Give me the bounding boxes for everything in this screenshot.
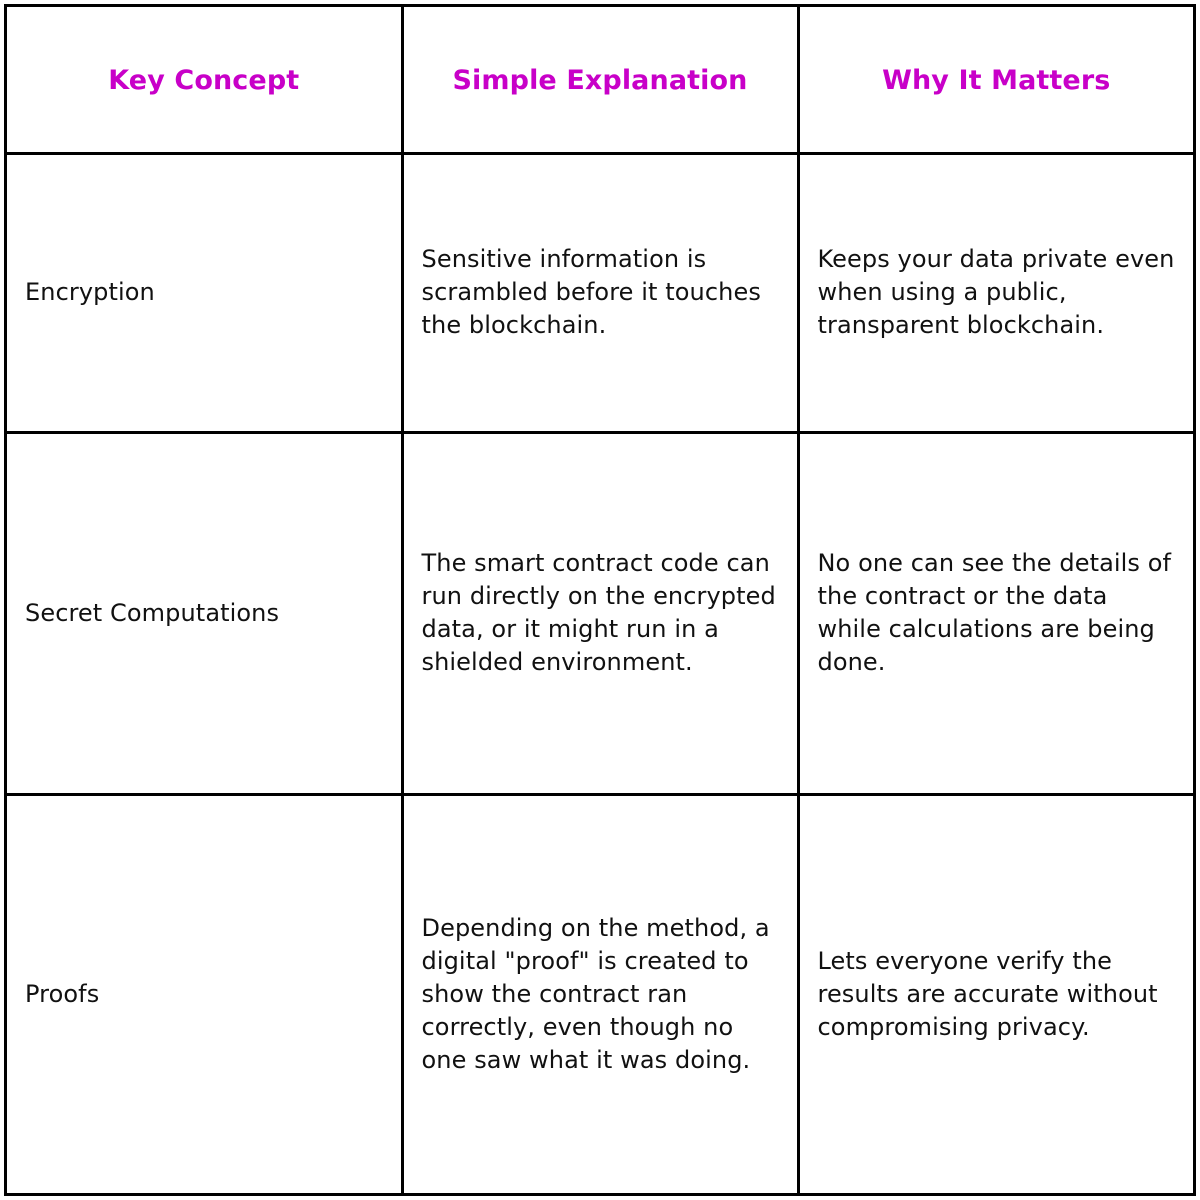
concept-table (7, 7, 1193, 1193)
header-key-concept: Key Concept (7, 7, 402, 153)
table-header-row (7, 7, 1193, 153)
concept-cell: Secret Computations (7, 432, 402, 794)
why-cell: No one can see the details of the contract or the data while calculations are being done. (798, 432, 1193, 794)
why-cell: Lets everyone verify the results are accurate without compromising privacy. (798, 794, 1193, 1193)
concept-table-frame (4, 4, 1196, 1196)
concept-cell: Encryption (7, 153, 402, 432)
why-cell: Keeps your data private even when using a public, transparent blockchain. (798, 153, 1193, 432)
table-row (7, 432, 1193, 794)
explanation-cell: Sensitive information is scrambled before it touches the blockchain. (402, 153, 798, 432)
table-row (7, 153, 1193, 432)
concept-cell: Proofs (7, 794, 402, 1193)
explanation-cell: Depending on the method, a digital "proof" is created to show the contract ran correctly, even though no one saw what it was doing. (402, 794, 798, 1193)
header-why-it-matters: Why It Matters (798, 7, 1193, 153)
header-simple-explanation: Simple Explanation (402, 7, 798, 153)
explanation-cell: The smart contract code can run directly on the encrypted data, or it might run in a shielded environment. (402, 432, 798, 794)
table-row (7, 794, 1193, 1193)
